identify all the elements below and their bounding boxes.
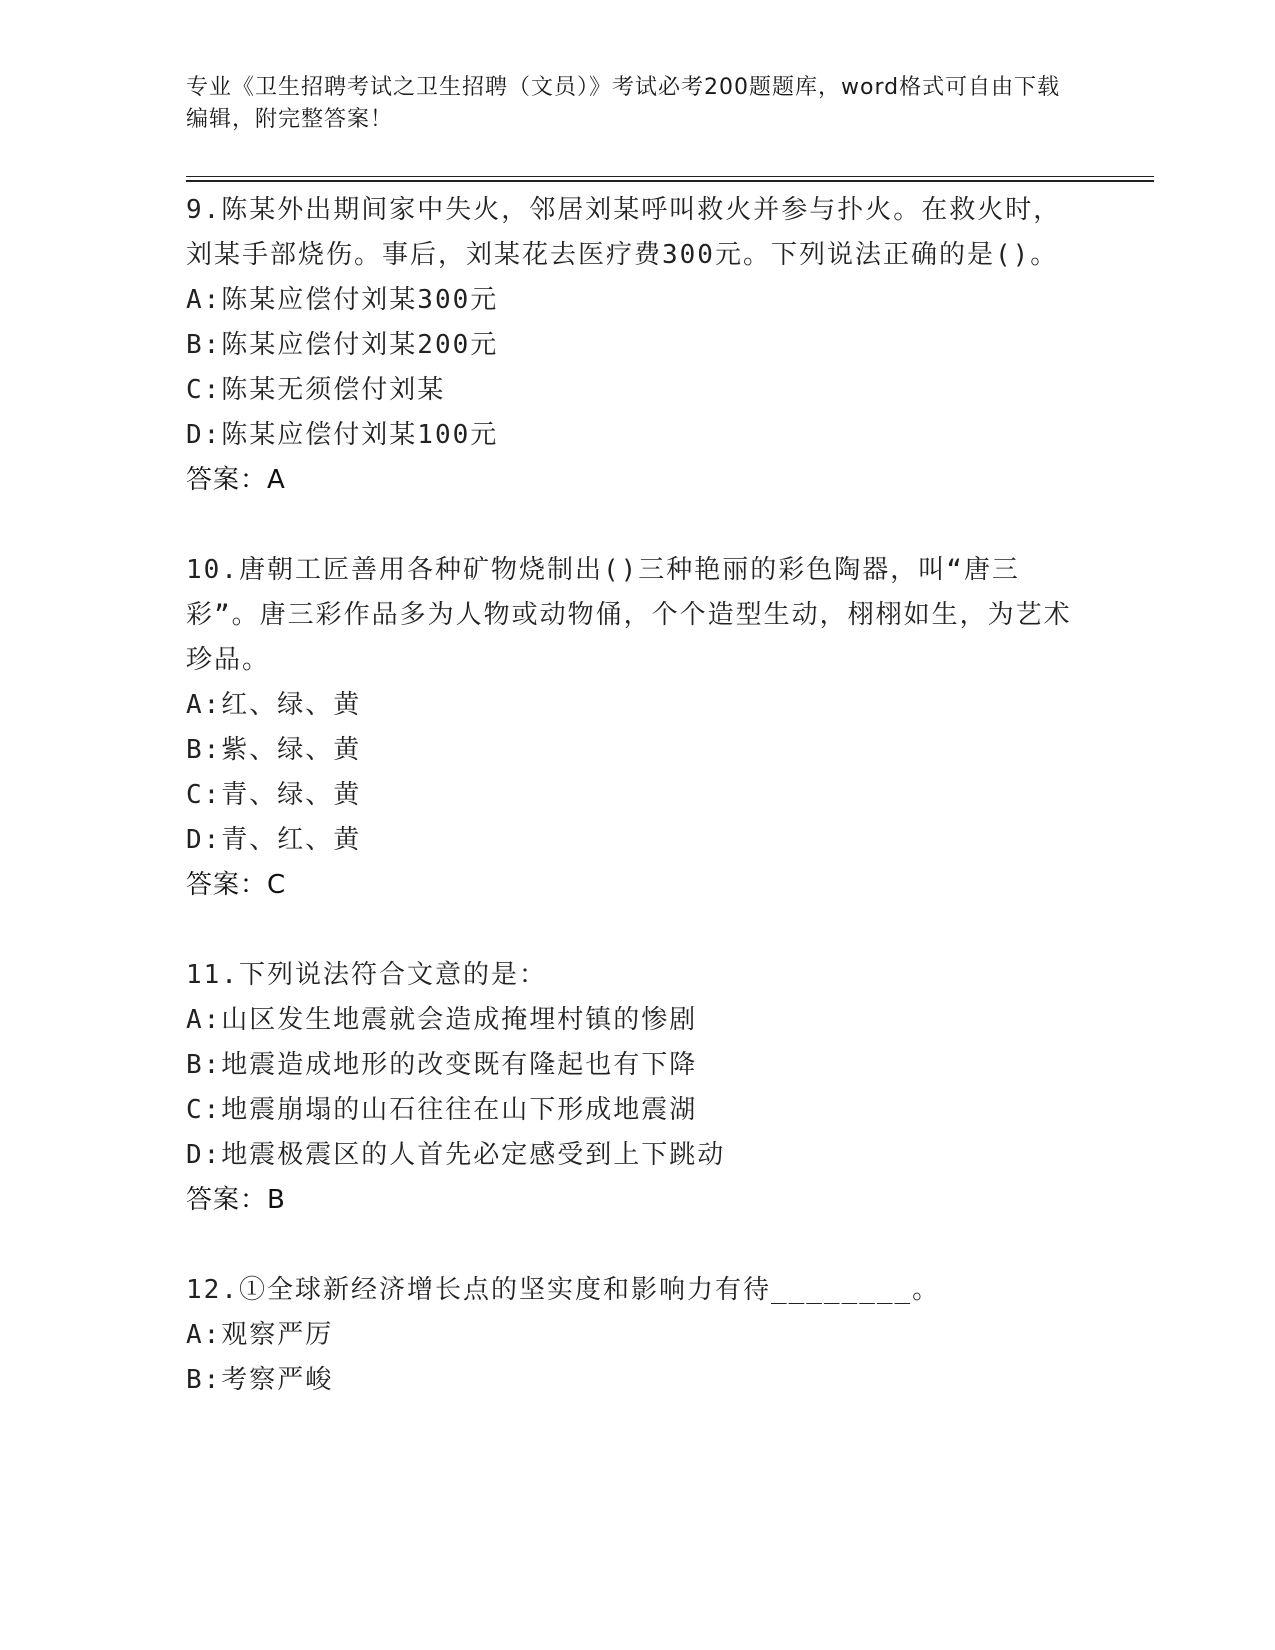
question-9 — [186, 188, 1086, 548]
option-a: A:陈某应偿付刘某300元 — [186, 285, 499, 315]
option-c: C:青、绿、黄 — [186, 780, 362, 810]
answer-line: 答案：B — [186, 1185, 286, 1215]
header-divider-thick — [186, 180, 1154, 182]
document-header: 专业《卫生招聘考试之卫生招聘（文员）》考试必考200题题库，word格式可自由下载编辑，附完整答案！ — [186, 75, 1061, 132]
option-b: B:紫、绿、黄 — [186, 735, 362, 765]
question-stem: 11.下列说法符合文意的是： — [186, 960, 547, 990]
option-a: A:红、绿、黄 — [186, 690, 362, 720]
option-c: C:地震崩塌的山石往往在山下形成地震湖 — [186, 1095, 698, 1125]
option-a: A:山区发生地震就会造成掩埋村镇的惨剧 — [186, 1005, 698, 1035]
question-list — [186, 188, 1086, 1403]
question-stem: 9.陈某外出期间家中失火，邻居刘某呼叫救火并参与扑火。在救火时，刘某手部烧伤。事后，刘某花去医疗费300元。下列说法正确的是()。 — [186, 195, 1062, 270]
option-a: A:观察严厉 — [186, 1320, 334, 1350]
option-d: D:青、红、黄 — [186, 825, 362, 855]
question-11 — [186, 953, 1086, 1268]
option-b: B:考察严峻 — [186, 1365, 334, 1395]
header-divider-thin — [186, 176, 1154, 177]
question-spacer — [186, 908, 1086, 953]
option-b: B:陈某应偿付刘某200元 — [186, 330, 499, 360]
question-stem: 12.①全球新经济增长点的坚实度和影响力有待________。 — [186, 1275, 941, 1305]
option-d: D:陈某应偿付刘某100元 — [186, 420, 499, 450]
question-12 — [186, 1268, 1086, 1403]
answer-line: 答案：A — [186, 465, 286, 495]
question-spacer — [186, 1223, 1086, 1268]
question-stem: 10.唐朝工匠善用各种矿物烧制出()三种艳丽的彩色陶器，叫“唐三彩”。唐三彩作品多为人物或动物俑，个个造型生动，栩栩如生，为艺术珍品。 — [186, 555, 1072, 675]
question-spacer — [186, 503, 1086, 548]
question-10 — [186, 548, 1086, 953]
option-c: C:陈某无须偿付刘某 — [186, 375, 446, 405]
answer-line: 答案：C — [186, 870, 287, 900]
option-d: D:地震极震区的人首先必定感受到上下跳动 — [186, 1140, 726, 1170]
option-b: B:地震造成地形的改变既有隆起也有下降 — [186, 1050, 698, 1080]
